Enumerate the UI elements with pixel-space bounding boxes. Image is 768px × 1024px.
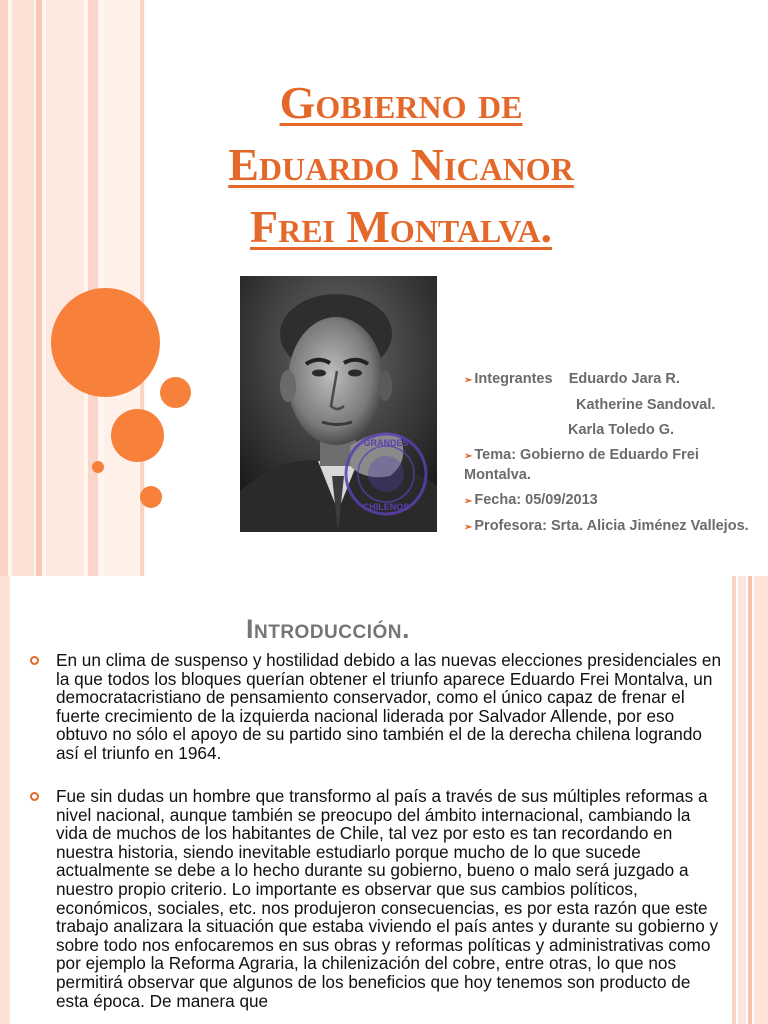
circle-bullet-icon bbox=[30, 792, 39, 801]
title-line: Gobierno de bbox=[279, 77, 523, 128]
arrow-bullet-icon: ➢ bbox=[464, 496, 473, 507]
svg-text:GRANDES: GRANDES bbox=[363, 438, 409, 448]
title-line: Frei Montalva. bbox=[250, 201, 552, 252]
decorative-circle bbox=[51, 288, 160, 397]
decorative-circle bbox=[160, 377, 191, 408]
integrantes-row bbox=[464, 370, 754, 390]
decorative-stripes bbox=[0, 0, 150, 576]
tema-text: Tema: Gobierno de Eduardo Frei Montalva. bbox=[464, 447, 699, 483]
arrow-bullet-icon: ➢ bbox=[464, 451, 473, 462]
paragraph: En un clima de suspenso y hostilidad debido a las nuevas elecciones presidenciales en la que todos los bloques querían obtener el triunfo aparece Eduardo Frei Montalva, un democratacristiano de pensamiento conservador, como el único capaz de frenar el fuerte crecimiento de la izquierda nacional liderada por Salvador Allende, por eso obtuvo no sólo el apoyo de su partido sino también el de la derecha chilena logrando así el triunfo en 1964. bbox=[56, 650, 722, 763]
portrait-photo bbox=[240, 276, 437, 532]
seal-stamp-icon bbox=[346, 434, 426, 514]
slide-title bbox=[146, 72, 656, 258]
fecha-text: Fecha: 05/09/2013 bbox=[474, 492, 598, 508]
arrow-bullet-icon: ➢ bbox=[464, 522, 473, 533]
profesora-text: Profesora: Srta. Alicia Jiménez Vallejos. bbox=[474, 518, 749, 534]
presentation-info bbox=[464, 370, 754, 543]
introduction-slide bbox=[0, 576, 768, 1024]
tema-row bbox=[464, 446, 754, 485]
arrow-bullet-icon: ➢ bbox=[464, 375, 473, 386]
svg-text:CHILENOS: CHILENOS bbox=[362, 502, 410, 512]
decorative-circle bbox=[111, 409, 164, 462]
integrante-name: Katherine Sandoval. bbox=[576, 397, 716, 413]
integrantes-label: Integrantes bbox=[474, 371, 553, 387]
fecha-row bbox=[464, 491, 754, 511]
title-line: Eduardo Nicanor bbox=[228, 139, 574, 190]
decorative-stripes bbox=[732, 576, 768, 1024]
integrante-name: Eduardo Jara R. bbox=[568, 371, 680, 387]
section-title: Introducción. bbox=[246, 614, 410, 644]
integrante-name: Karla Toledo G. bbox=[568, 422, 675, 438]
paragraph: Fue sin dudas un hombre que transformo al país a través de sus múltiples reformas a nivel nacional, aunque también se preocupo del ámbito internacional, cambiando la vida de muchos de los habitantes de Chile, tal vez por esto es tan recordando en nuestra historia, siendo inevitable estudiarlo porque mucho de lo que sucede actualmente se debe a lo hecho durante su gobierno, bueno o malo será juzgado a nuestro propio criterio. Lo importante es observar que sus cambios políticos, económicos, sociales, etc. nos produjeron consecuencias, es por esta razón que este trabajo analizara la situación que estaba viviendo el país antes y durante su gobierno y sobre todo nos enfocaremos en sus obras y reformas políticas y administrativas como por ejemplo la Reforma Agraria, la chilenización del cobre, entre otras, lo que nos permitirá observar que algunos de los beneficios que hoy tenemos son producto de esta época. De manera que bbox=[56, 786, 719, 1011]
decorative-circle bbox=[92, 461, 104, 473]
profesora-row bbox=[464, 517, 754, 537]
decorative-circle bbox=[140, 486, 162, 508]
decorative-stripe bbox=[0, 576, 10, 1024]
circle-bullet-icon bbox=[30, 656, 39, 665]
